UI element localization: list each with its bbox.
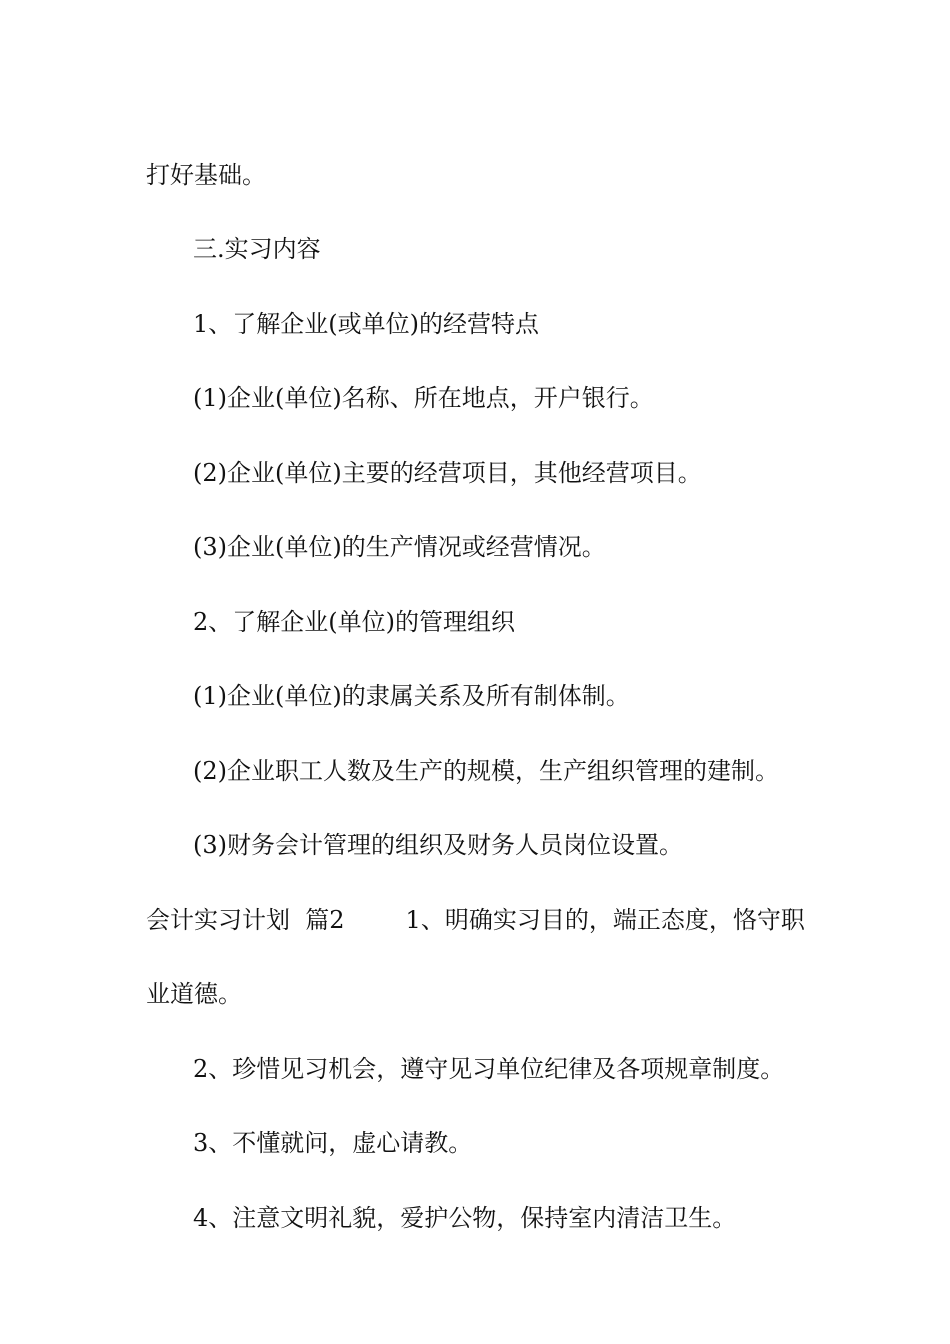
list-item: (2)企业职工人数及生产的规模，生产组织管理的建制。 [193, 757, 779, 785]
list-item: 1、了解企业(或单位)的经营特点 [193, 310, 539, 338]
list-item: 3、不懂就问，虚心请教。 [193, 1129, 473, 1157]
list-item: (2)企业(单位)主要的经营项目，其他经营项目。 [193, 459, 702, 487]
list-item: (1)企业(单位)名称、所在地点，开户银行。 [193, 384, 654, 412]
paragraph-line: 业道德。 [146, 980, 242, 1008]
list-item: (3)财务会计管理的组织及财务人员岗位设置。 [193, 831, 683, 859]
list-item: 2、了解企业(单位)的管理组织 [193, 608, 515, 636]
list-item: 2、珍惜见习机会，遵守见习单位纪律及各项规章制度。 [193, 1055, 785, 1083]
paragraph-line: 会计实习计划 篇2 1、明确实习目的，端正态度，恪守职 [146, 906, 805, 934]
list-item: 4、注意文明礼貌，爱护公物，保持室内清洁卫生。 [193, 1204, 737, 1232]
paragraph-line: 打好基础。 [146, 161, 266, 189]
list-item: (1)企业(单位)的隶属关系及所有制体制。 [193, 682, 630, 710]
section-heading: 三.实习内容 [193, 235, 321, 263]
list-item: (3)企业(单位)的生产情况或经营情况。 [193, 533, 606, 561]
